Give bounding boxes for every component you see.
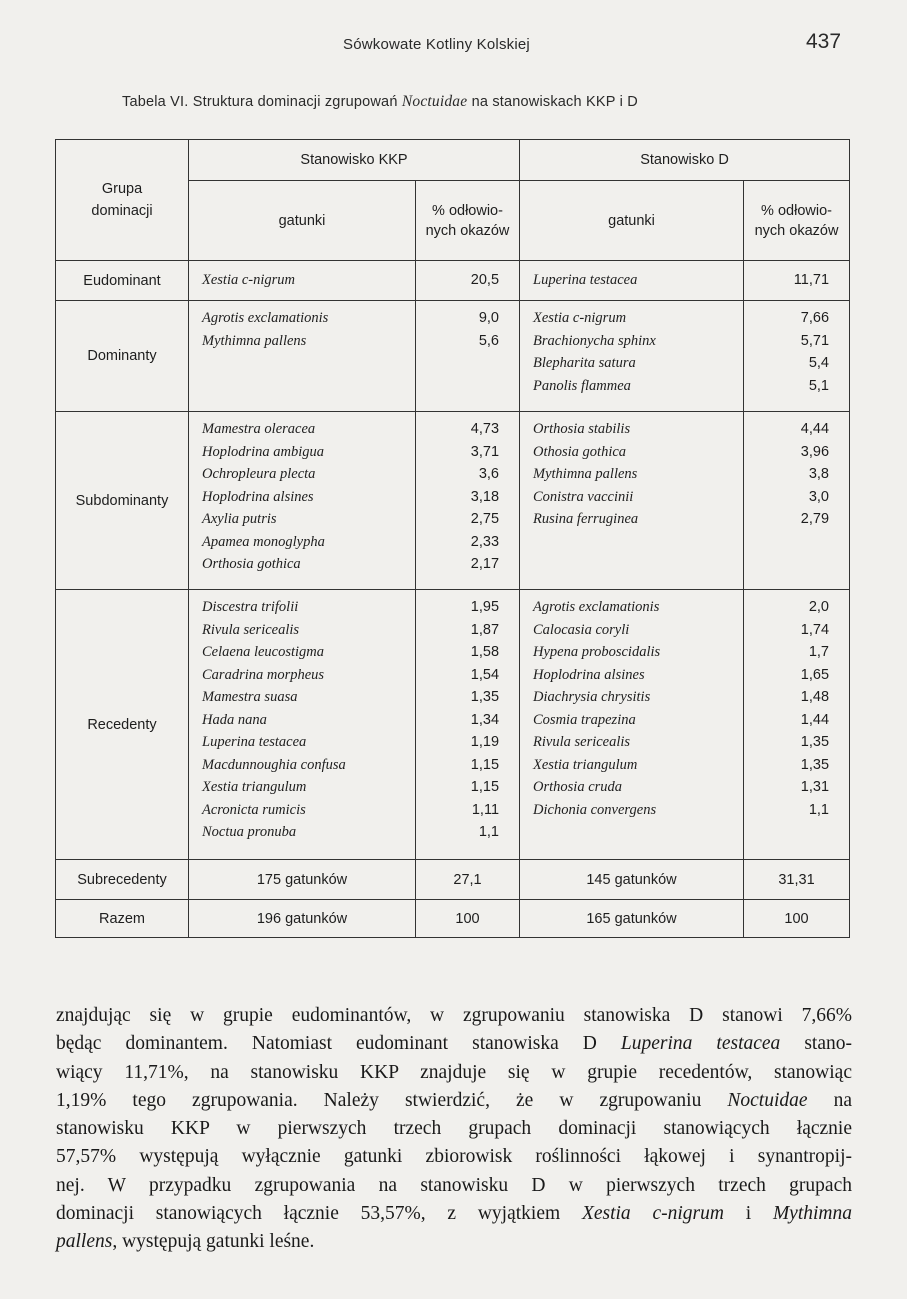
percent-value: 2,17 <box>470 556 500 572</box>
species-name: Calocasia coryli <box>533 621 630 638</box>
header-kkp-percent <box>416 181 520 261</box>
header-kkp-species: gatunki <box>189 181 416 261</box>
percent-value: 5,4 <box>808 355 830 371</box>
summary-kkp-percent: 27,1 <box>416 860 520 900</box>
kkp-species-cell <box>189 261 416 301</box>
species-name: Mythimna pallens <box>533 466 638 482</box>
species-name: Mamestra oleracea <box>202 421 316 437</box>
dominance-table <box>55 139 850 938</box>
percent-value: 3,96 <box>800 443 830 460</box>
summary-group: Razem <box>56 900 189 938</box>
species-name: Luperina testacea <box>202 734 307 750</box>
summary-kkp-percent: 100 <box>416 900 520 938</box>
kkp-values-cell <box>416 261 520 301</box>
percent-value: 1,54 <box>470 666 500 683</box>
percent-value: 1,1 <box>808 801 830 818</box>
percent-value: 2,79 <box>800 511 830 527</box>
species-name: Othosia gothica <box>533 443 627 460</box>
species-name: Orthosia cruda <box>533 779 623 795</box>
species-name: Apamea monoglypha <box>202 533 325 550</box>
percent-value: 1,65 <box>800 666 830 683</box>
percent-value: 1,31 <box>800 779 830 795</box>
text-segment: 57,57% występują wyłącznie gatunki zbiorowisk roślinności łąkowej i synantropij- <box>56 1146 852 1168</box>
species-name: Agrotis exclamationis <box>202 310 329 326</box>
text-segment: nej. W przypadku zgrupowania na stanowisku D w pierwszych trzech grupach <box>56 1174 852 1196</box>
species-name: Cosmia trapezina <box>533 711 636 728</box>
table-caption <box>122 93 638 111</box>
text-line <box>56 1172 852 1200</box>
species-name: Xestia triangulum <box>533 756 638 773</box>
kkp-values-cell <box>416 412 520 590</box>
text-segment: dominacji stanowiących łącznie 53,57%, z wyjątkiem <box>56 1203 582 1225</box>
text-line <box>56 1200 852 1228</box>
text-segment: , występują gatunki leśne. <box>112 1231 315 1253</box>
caption-prefix: Tabela VI. Struktura dominacji zgrupowań <box>122 94 402 110</box>
percent-value: 3,8 <box>808 466 830 482</box>
group-cell: Subdominanty <box>56 412 189 590</box>
text-line <box>56 1059 852 1087</box>
species-name: Caradrina morpheus <box>202 666 325 683</box>
header-site-kkp: Stanowisko KKP <box>189 140 520 181</box>
kkp-species-cell <box>189 590 416 860</box>
species-name: Hoplodrina ambigua <box>202 443 325 460</box>
summary-d-count: 165 gatunków <box>520 900 744 938</box>
percent-value: 1,95 <box>470 599 500 615</box>
species-name: Hypena proboscidalis <box>533 644 661 660</box>
species-name: Hoplodrina alsines <box>533 666 645 683</box>
text-line <box>56 1030 852 1058</box>
species-name: Mythimna pallens <box>202 332 307 349</box>
header-d-percent <box>744 181 850 261</box>
percent-value: 9,0 <box>478 310 500 326</box>
d-species-cell <box>520 412 744 590</box>
percent-value: 1,48 <box>800 689 830 705</box>
taxon-name: Noctuidae <box>727 1089 808 1111</box>
percent-value: 1,11 <box>471 801 500 818</box>
caption-taxon: Noctuidae <box>401 93 468 110</box>
d-values-cell <box>744 261 850 301</box>
text-segment: stano- <box>780 1033 852 1055</box>
species-name: Ochropleura plecta <box>202 466 316 482</box>
kkp-species-cell <box>189 412 416 590</box>
species-name: Blepharita satura <box>533 355 636 371</box>
percent-value: 20,5 <box>470 272 500 289</box>
text-line <box>56 1087 852 1115</box>
table-summary <box>56 860 850 938</box>
group-cell: Eudominant <box>56 261 189 301</box>
d-values-cell <box>744 412 850 590</box>
species-name: Hada nana <box>202 711 267 728</box>
text-line <box>56 1002 852 1030</box>
species-name: Orthosia stabilis <box>533 421 631 437</box>
d-species-cell <box>520 261 744 301</box>
percent-value: 1,58 <box>470 644 500 660</box>
percent-value: 1,74 <box>800 621 830 638</box>
percent-value: 1,44 <box>800 711 830 728</box>
percent-value: 1,35 <box>470 689 500 705</box>
summary-d-percent: 100 <box>744 900 850 938</box>
percent-value: 3,6 <box>478 466 500 482</box>
percent-value: 1,7 <box>808 644 830 660</box>
species-name: Rivula sericealis <box>533 734 631 750</box>
summary-kkp-count: 175 gatunków <box>189 860 416 900</box>
percent-value: 1,87 <box>470 621 500 638</box>
taxon-name: Mythimna <box>772 1203 853 1225</box>
percent-value: 1,15 <box>470 756 500 773</box>
species-name: Discestra trifolii <box>202 599 299 615</box>
table-row <box>56 590 850 860</box>
species-name: Panolis flammea <box>533 377 631 394</box>
percent-value: 2,0 <box>808 599 830 615</box>
species-name: Dichonia convergens <box>533 801 657 818</box>
percent-value: 4,44 <box>800 421 830 437</box>
text-segment: wiący 11,71%, na stanowisku KKP znajduje się w grupie recedentów, stanowiąc <box>56 1061 852 1083</box>
page-header <box>0 30 907 64</box>
text-segment: 1,19% tego zgrupowania. Należy stwierdzić, że w zgrupowaniu <box>56 1089 728 1111</box>
percent-value: 2,33 <box>470 533 500 550</box>
species-name: Conistra vaccinii <box>533 488 634 505</box>
species-name: Macdunnoughia confusa <box>202 756 346 773</box>
species-name: Mamestra suasa <box>202 689 298 705</box>
percent-value: 5,71 <box>800 332 830 349</box>
kkp-values-cell <box>416 590 520 860</box>
species-name: Brachionycha sphinx <box>533 332 656 349</box>
text-line <box>56 1115 852 1143</box>
d-species-cell <box>520 590 744 860</box>
kkp-species-cell <box>189 301 416 412</box>
summary-row <box>56 860 850 900</box>
d-values-cell <box>744 301 850 412</box>
percent-value: 1,15 <box>470 779 500 795</box>
percent-value: 1,35 <box>800 734 830 750</box>
header-kkp-percent-label: % odłowio-nych okazów <box>425 202 510 239</box>
species-name: Rusina ferruginea <box>533 511 639 527</box>
percent-value: 1,34 <box>470 711 500 728</box>
summary-row <box>56 900 850 938</box>
text-line <box>56 1228 852 1256</box>
species-name: Rivula sericealis <box>202 621 300 638</box>
header-d-species: gatunki <box>520 181 744 261</box>
percent-value: 11,71 <box>793 272 830 289</box>
page-number: 437 <box>806 30 842 53</box>
caption-suffix: na stanowiskach KKP i D <box>467 94 638 110</box>
table-row <box>56 412 850 590</box>
header-group <box>56 140 189 261</box>
species-name: Hoplodrina alsines <box>202 488 314 505</box>
species-name: Xestia c-nigrum <box>533 310 627 326</box>
header-d-percent-label: % odłowio-nych okazów <box>754 202 839 239</box>
summary-kkp-count: 196 gatunków <box>189 900 416 938</box>
species-name: Xestia triangulum <box>202 779 307 795</box>
summary-d-percent: 31,31 <box>744 860 850 900</box>
text-line <box>56 1143 852 1171</box>
running-title: Sówkowate Kotliny Kolskiej <box>343 36 530 53</box>
table-row <box>56 261 850 301</box>
species-name: Luperina testacea <box>533 272 638 289</box>
text-segment: stanowisku KKP w pierwszych trzech grupach dominacji stanowiących łącznie <box>56 1118 852 1140</box>
percent-value: 4,73 <box>470 421 500 437</box>
percent-value: 7,66 <box>800 310 830 326</box>
percent-value: 5,6 <box>478 332 500 349</box>
summary-d-count: 145 gatunków <box>520 860 744 900</box>
taxon-name: pallens <box>56 1231 113 1253</box>
header-site-d: Stanowisko D <box>520 140 850 181</box>
percent-value: 1,35 <box>800 756 830 773</box>
species-name: Celaena leucostigma <box>202 644 325 660</box>
group-cell: Dominanty <box>56 301 189 412</box>
text-segment: znajdując się w grupie eudominantów, w zgrupowaniu stanowiska D stanowi 7,66% <box>56 1005 852 1026</box>
summary-group: Subrecedenty <box>56 860 189 900</box>
d-values-cell <box>744 590 850 860</box>
header-group-label: Grupa dominacji <box>91 181 153 219</box>
percent-value: 3,18 <box>470 488 500 505</box>
text-segment: i <box>723 1203 773 1225</box>
species-name: Orthosia gothica <box>202 556 301 572</box>
table-body <box>56 261 850 860</box>
percent-value: 5,1 <box>808 377 830 394</box>
percent-value: 2,75 <box>470 511 500 527</box>
d-species-cell <box>520 301 744 412</box>
species-name: Acronicta rumicis <box>202 801 306 818</box>
kkp-values-cell <box>416 301 520 412</box>
species-name: Axylia putris <box>202 511 277 527</box>
species-name: Xestia c-nigrum <box>202 272 296 289</box>
percent-value: 1,19 <box>470 734 500 750</box>
taxon-name: Luperina testacea <box>620 1033 781 1055</box>
taxon-name: Xestia c-nigrum <box>581 1203 724 1225</box>
text-segment: na <box>807 1089 852 1111</box>
species-name: Diachrysia chrysitis <box>533 689 651 705</box>
text-segment: będąc dominantem. Natomiast eudominant stanowiska D <box>56 1033 621 1055</box>
body-paragraph <box>56 1002 852 1257</box>
percent-value: 3,0 <box>808 488 830 505</box>
percent-value: 1,1 <box>478 824 500 840</box>
species-name: Agrotis exclamationis <box>533 599 660 615</box>
table-row <box>56 301 850 412</box>
species-name: Noctua pronuba <box>202 824 297 840</box>
group-cell: Recedenty <box>56 590 189 860</box>
percent-value: 3,71 <box>470 443 500 460</box>
